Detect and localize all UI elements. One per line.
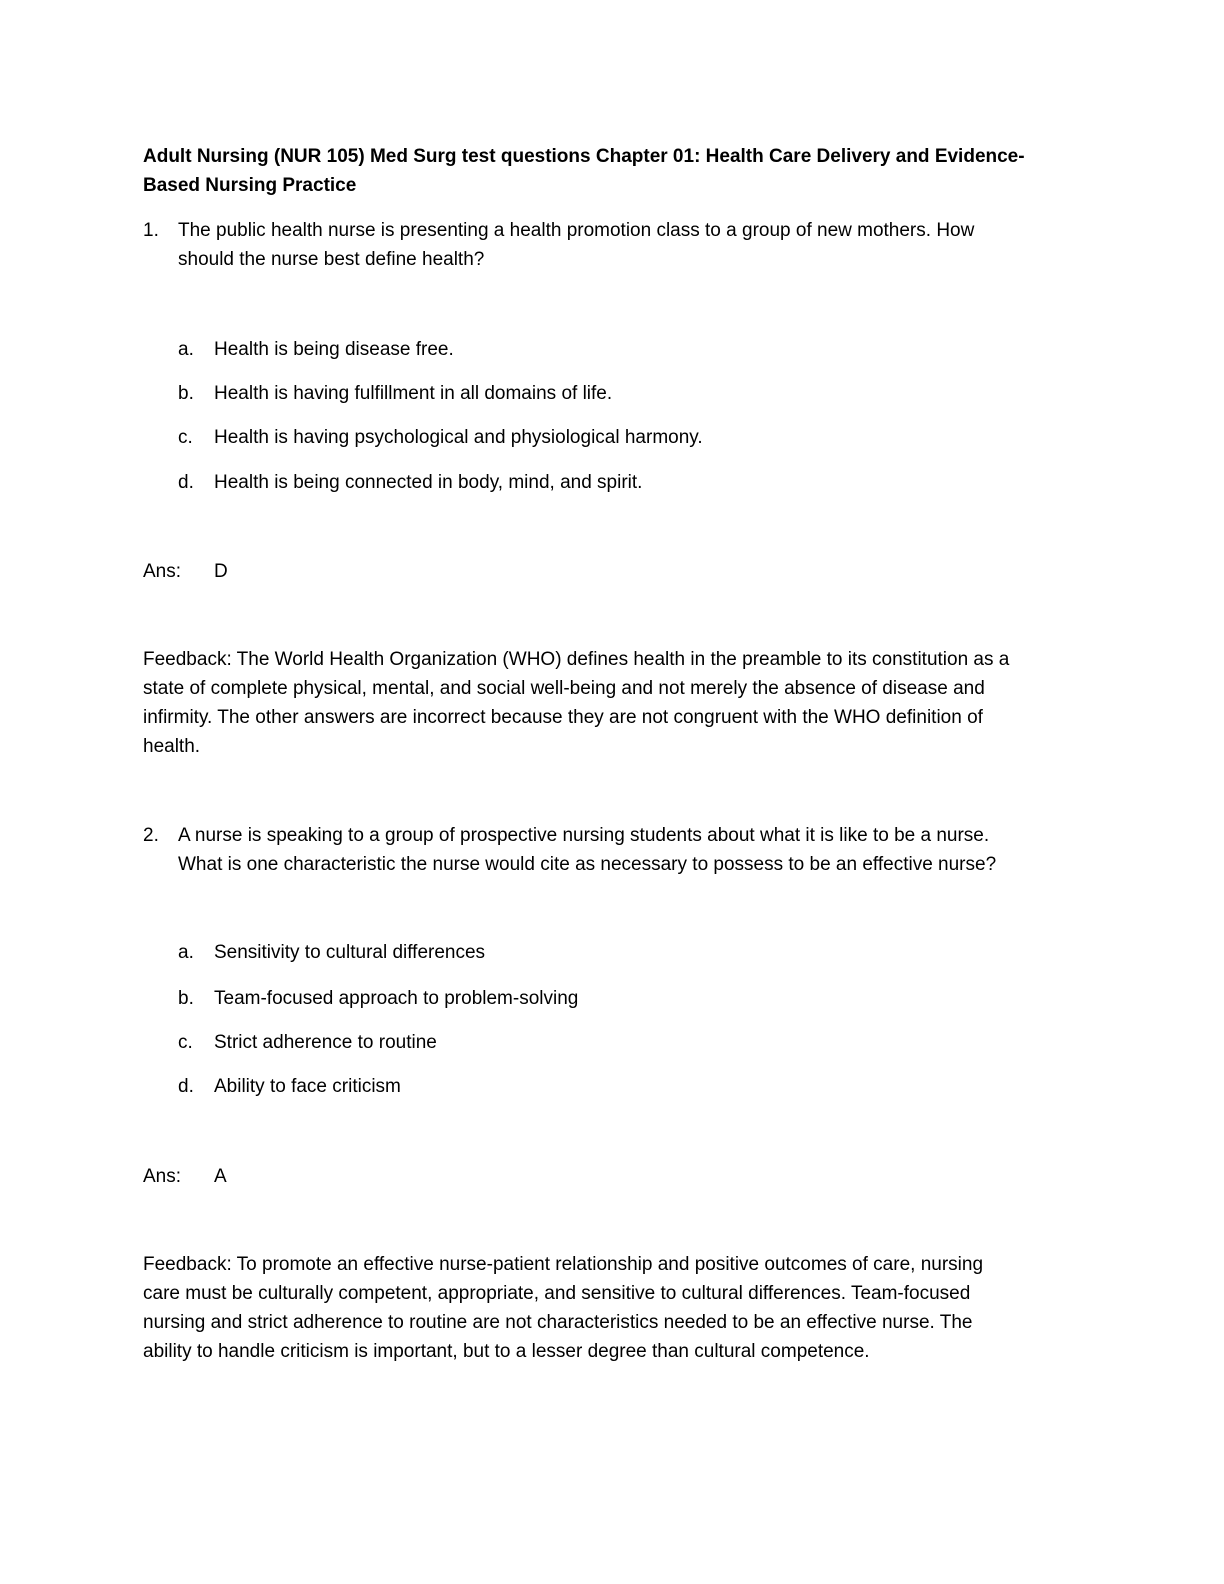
answer-label: Ans: (143, 1166, 182, 1187)
option-letter: d. (178, 472, 194, 493)
question-text-line: A nurse is speaking to a group of prospective nursing students about what it is like to be a nurse. (178, 825, 990, 846)
option-text: Health is having psychological and physiological harmony. (214, 427, 703, 448)
question-text (178, 216, 974, 274)
option-letter: c. (178, 1032, 193, 1053)
question-number: 2. (143, 825, 159, 846)
title-line: Based Nursing Practice (143, 175, 357, 196)
question-text-line: The public health nurse is presenting a health promotion class to a group of new mothers. How (178, 220, 975, 241)
feedback-line: Feedback: The World Health Organization (WHO) defines health in the preamble to its constitution as a (143, 649, 1010, 670)
option-text: Ability to face criticism (214, 1076, 401, 1097)
feedback-line: infirmity. The other answers are incorrect because they are not congruent with the WHO definition of (143, 707, 983, 728)
question-text-line: What is one characteristic the nurse would cite as necessary to possess to be an effective nurse? (178, 854, 997, 875)
feedback-paragraph (143, 645, 1009, 761)
option-letter: a. (178, 339, 194, 360)
feedback-line: nursing and strict adherence to routine are not characteristics needed to be an effective nurse. The (143, 1312, 973, 1333)
option-text: Health is being connected in body, mind, and spirit. (214, 472, 643, 493)
option-letter: a. (178, 942, 194, 963)
question-text-line: should the nurse best define health? (178, 249, 485, 270)
option-text: Team-focused approach to problem-solving (214, 988, 579, 1009)
feedback-line: state of complete physical, mental, and social well-being and not merely the absence of disease and (143, 678, 985, 699)
answer-value: D (214, 561, 228, 582)
feedback-paragraph (143, 1250, 983, 1366)
option-letter: b. (178, 988, 194, 1009)
question-text (178, 821, 996, 879)
title-line: Adult Nursing (NUR 105) Med Surg test questions Chapter 01: Health Care Delivery and Evidence- (143, 146, 1025, 167)
option-text: Health is being disease free. (214, 339, 454, 360)
option-letter: c. (178, 427, 193, 448)
question-number: 1. (143, 220, 159, 241)
feedback-line: ability to handle criticism is important, but to a lesser degree than cultural competence. (143, 1341, 870, 1362)
feedback-line: health. (143, 736, 201, 757)
feedback-line: Feedback: To promote an effective nurse-patient relationship and positive outcomes of care, nursing (143, 1254, 984, 1275)
feedback-line: care must be culturally competent, appropriate, and sensitive to cultural differences. Team-focused (143, 1283, 971, 1304)
answer-label: Ans: (143, 561, 182, 582)
document-title (143, 142, 1025, 200)
answer-value: A (214, 1166, 227, 1187)
option-letter: d. (178, 1076, 194, 1097)
option-text: Sensitivity to cultural differences (214, 942, 486, 963)
option-text: Health is having fulfillment in all domains of life. (214, 383, 613, 404)
option-letter: b. (178, 383, 194, 404)
option-text: Strict adherence to routine (214, 1032, 437, 1053)
